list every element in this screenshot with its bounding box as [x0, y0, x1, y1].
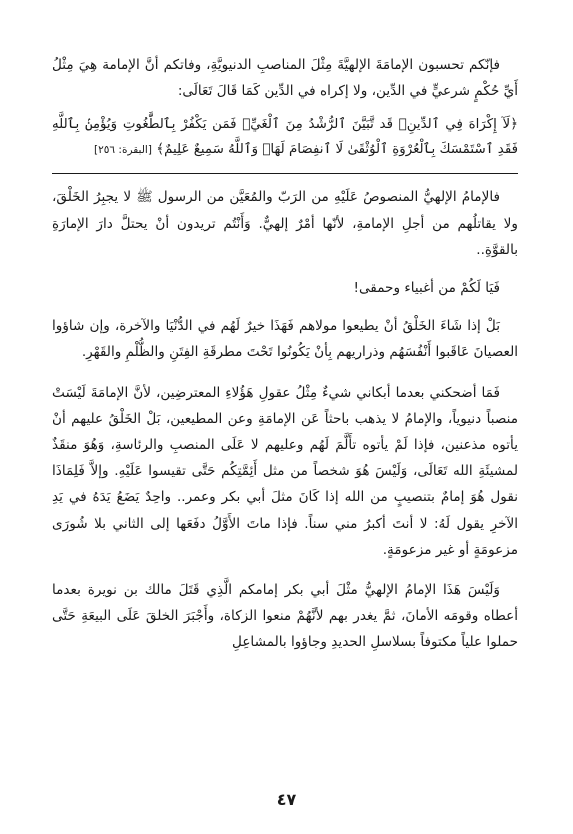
page-number: ٤٧	[276, 790, 297, 809]
section-divider	[52, 173, 518, 174]
paragraph-5: فَمَا أضحكني بعدما أبكاني شيءٌ مِثْلُ عقولِ هَؤُلاءِ المعترضِين، لأنَّ الإمامَةَ لَيْسَتْ منصباً دنيوياً، والإمامُ لا يذهب باحثاً عَن الإمامَةِ وعن المطيعين، بَلْ الخَلْقُ عليهم أنْ يأتوه مذعنين، فإذا لَمْ يأتوه تأَلَّمَ لَهُم وعليهم لا عَلَى المنصبِ والرئاسةِ، وَهُوَ منقَذٌ لمشيئَةِ الله تَعَالَى، وَلَيْسَ هُوَ شخصاً من مثل أَئِمَّتِكُم حَتَّى تقيسوا عَلَيْهِ. وإلاَّ فَلِمَاذَا نقول هُوَ إمامٌ بتنصيبٍ من الله إذا كَانَ مثلَ أبي بكر وعمر.. واحِدٌ يَضَعُ يَدَهُ في يَدِ الآخرِ يقول لَهُ: لا أنتَ أكبرُ مني سناً. فإذا ماتَ الأَوَّلُ دفَعَها إلى الثاني بلا شُورَى مزعومَةٍ أو غير مزعومَةٍ.	[52, 384, 518, 558]
paragraph-2: فالإمامُ الإلهيُّ المنصوصُ عَلَيْهِ من الرَبّ والمُعَيَّن من الرسول ﷺ لا يجبِرُ الخَلْقَ، ولا يقاتلُهم من أجلِ الإمامةِ، لأنّها أمْرٌ إلهيٌّ. وَأَنْتُم تريدون أنْ يحتلَّ دارَ الإمارَةِ بالقوَّةِ..	[52, 189, 518, 258]
quran-verse-text: ﴿لَآ إِكْرَاهَ فِي ٱلدِّينِۖ قَد تَّبَيَّنَ ٱلرُّشْدُ مِنَ ٱلْغَيِّۚ فَمَن يَكْفُرْ بِٱلطَّٰغُوتِ وَيُؤْمِنۢ بِٱللَّهِ فَقَدِ ٱسْتَمْسَكَ بِٱلْعُرْوَةِ ٱلْوُثْقَىٰ لَا ٱنفِصَامَ لَهَاۗ وَٱللَّهُ سَمِيعٌ عَلِيمٌ﴾	[52, 117, 518, 158]
paragraph-6: وَلَيْسَ هَذَا الإمامُ الإلهيُّ مثْلَ أبي بكر إمامكم الَّذِي قَتَلَ مالك بن نويرة بعدما أعطاه وقومَه الأمانَ، ثمَّ يغدر بهم لأنَّهُمْ منعوا الزكاة، وأَجْبَرَ الخلقَ عَلَى البيعَةِ حَتَّى حملوا علياً مكتوفاً بسلاسلِ الحديدِ وجاؤوا بالمشاعِلِ	[52, 582, 518, 651]
quran-verse-reference: [البقرة: ٢٥٦]	[94, 144, 152, 157]
paragraph-4: بَلْ إذا شَاءَ الخَلْقُ أنْ يطيعوا مولاهم فَهَذَا خيرٌ لَهُم في الدُّنْيَا والآخرة، وإن شاؤوا العصيانَ عَاقَبوا أَنْفُسَهُم وذراريهم بِأنْ يَكُونُوا تَحْتَ مطرقَةِ الفِتَنِ والظُّلْمِ والقَهْرِ.	[52, 318, 518, 361]
paragraph-1: فإنّكم تحسبون الإمامَةَ الإلهيَّةَ مِثْلَ المناصبِ الدنيويَّةِ، وفاتكم أنَّ الإمامة هِيَ مِثْلُ أَيِّ حُكْمٍ شرعيٍّ في الدِّين، ولا إكراه في الدِّين كَمَا قَالَ تَعَالَى:	[52, 57, 518, 100]
quran-verse	[52, 112, 518, 163]
paragraph-3: فَيَا لَكُمْ من أغبياء وحمقى!	[353, 280, 500, 297]
book-page	[52, 52, 518, 656]
